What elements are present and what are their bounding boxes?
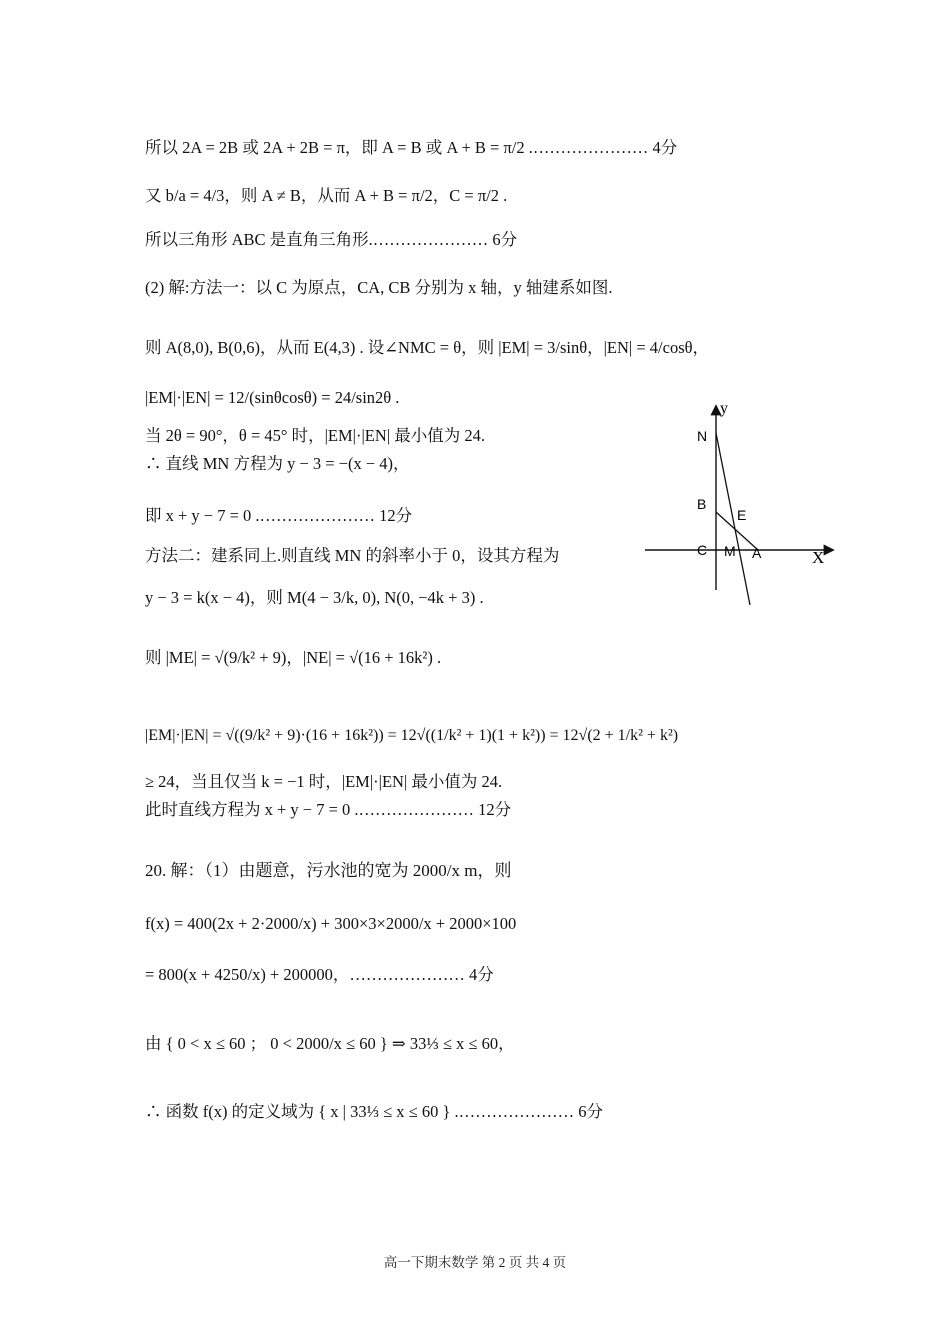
text-line-19: 由 { 0 < x ≤ 60 ； 0 < 2000/x ≤ 60 } ⇒ 33⅓ ≤ x ≤ 60，	[145, 1034, 515, 1053]
text-line-18: = 800(x + 4250/x) + 200000，………………… 4分	[145, 965, 494, 984]
label-c: C	[697, 542, 708, 558]
text-line-14: ≥ 24，当且仅当 k = −1 时，|EM|·|EN| 最小值为 24.	[145, 772, 503, 791]
text-line-8: ∴ 直线 MN 方程为 y − 3 = −(x − 4)，	[145, 454, 410, 473]
text-line-7: 当 2θ = 90°，θ = 45° 时，|EM|·|EN| 最小值为 24.	[145, 426, 485, 445]
text-line-6: |EM|·|EN| = 12/(sinθcosθ) = 24/sin2θ .	[145, 388, 400, 407]
text-line-4: (2) 解:方法一：以 C 为原点，CA, CB 分别为 x 轴，y 轴建系如图.	[145, 278, 613, 297]
text-line-16: 20. 解：（1）由题意，污水池的宽为 2000/x m，则	[145, 861, 512, 880]
label-b: B	[697, 496, 707, 512]
text-line-9: 即 x + y − 7 = 0 .………………… 12分	[145, 506, 413, 525]
label-a: A	[752, 545, 762, 561]
text-line-5: 则 A(8,0), B(0,6)，从而 E(4,3) . 设∠NMC = θ，则 |EM| = 3/sinθ，|EN| = 4/cosθ，	[145, 338, 710, 357]
text-line-10: 方法二：建系同上.则直线 MN 的斜率小于 0，设其方程为	[145, 546, 560, 565]
coordinate-diagram	[640, 395, 840, 615]
text-line-15: 此时直线方程为 x + y − 7 = 0 .………………… 12分	[145, 800, 512, 819]
label-y: y	[720, 400, 728, 417]
text-line-13: |EM|·|EN| = √((9/k² + 9)·(16 + 16k²)) = 12√((1/k² + 1)(1 + k²)) = 12√(2 + 1/k² + k²)	[145, 727, 679, 744]
text-line-12: 则 |ME| = √(9/k² + 9)，|NE| = √(16 + 16k²) .	[145, 648, 442, 667]
text-line-17: f(x) = 400(2x + 2·2000/x) + 300×3×2000/x + 2000×100	[145, 914, 517, 933]
text-line-3: 所以三角形 ABC 是直角三角形.………………… 6分	[145, 230, 518, 249]
label-m: M	[724, 543, 736, 559]
page-footer: 高一下期末数学 第 2 页 共 4 页	[383, 1255, 567, 1270]
text-line-1: 所以 2A = 2B 或 2A + 2B = π，即 A = B 或 A + B = π/2 .………………… 4分	[145, 138, 678, 157]
label-n: N	[697, 428, 708, 444]
text-line-2: 又 b/a = 4/3，则 A ≠ B，从而 A + B = π/2，C = π/2 .	[145, 186, 508, 205]
text-line-20: ∴ 函数 f(x) 的定义域为 { x | 33⅓ ≤ x ≤ 60 } .………………… 6分	[145, 1102, 603, 1121]
text-line-11: y − 3 = k(x − 4)，则 M(4 − 3/k, 0), N(0, −4k + 3) .	[145, 588, 484, 607]
label-e: E	[737, 507, 747, 523]
label-x: X	[812, 548, 825, 567]
